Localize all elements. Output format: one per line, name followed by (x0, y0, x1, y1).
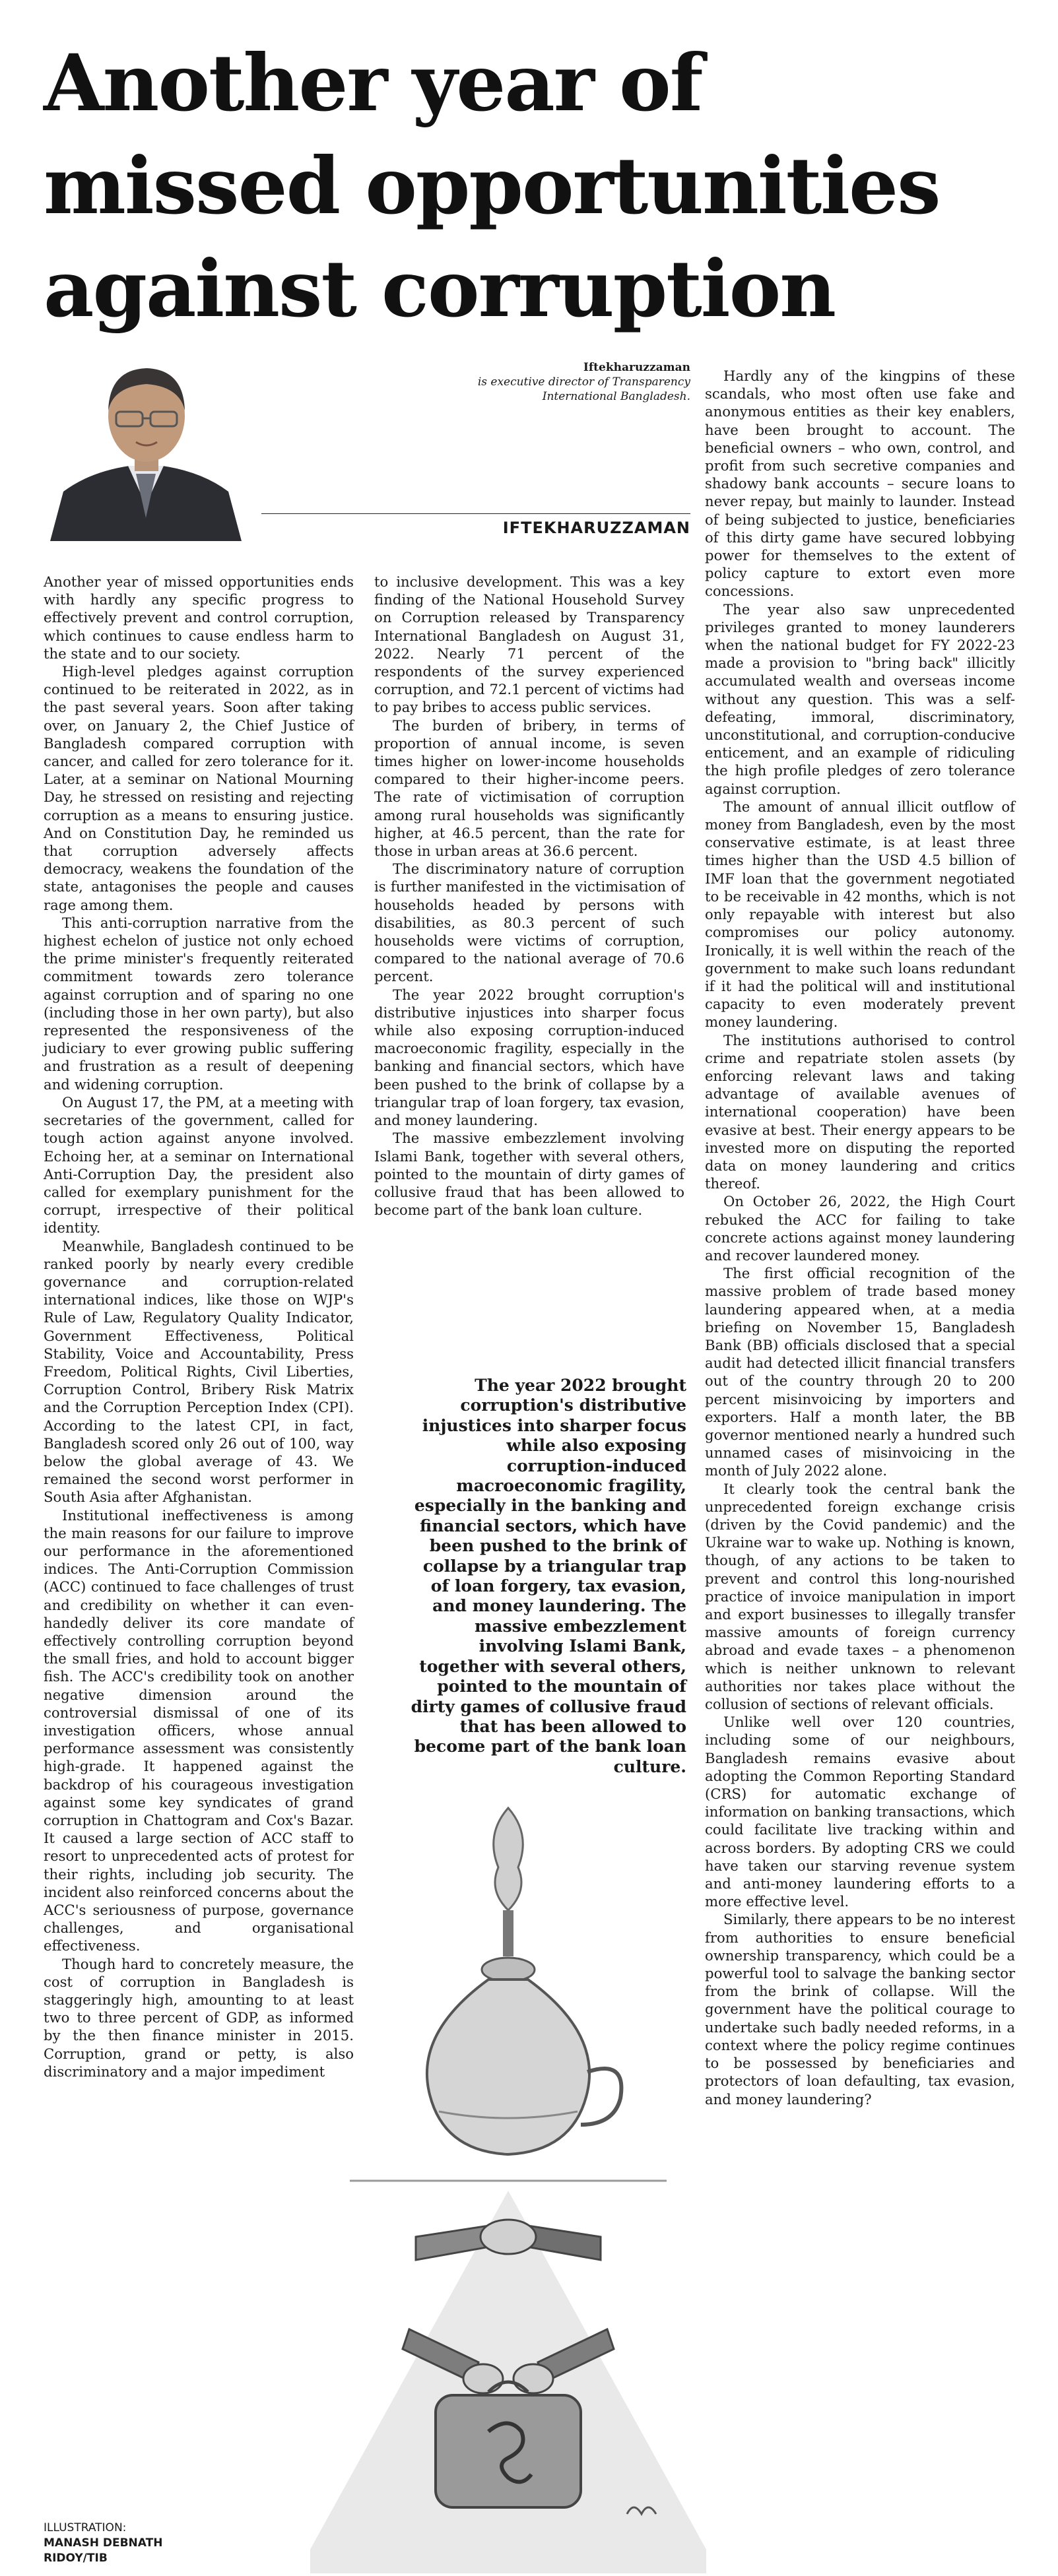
paragraph: to inclusive development. This was a key finding of the National Household Survey on Corruption released by Transparency International Bangladesh on August 31, 2022. Nearly 71 percent of the respondents of the survey experienced corruption, and 72.1 percent of victims had to pay bribes to access public services. (374, 573, 684, 716)
headline-line: missed opportunities (44, 140, 940, 232)
paragraph: Unlike well over 120 countries, including some of our neighbours, Bangladesh remains evasive about adopting the Common Reporting Standard (CRS) for automatic exchange of information on banking transactions, which could facilitate live tracking within and across borders. By adopting CRS we could have taken our starving revenue system and anti-money laundering efforts to a more effective level. (705, 1714, 1015, 1910)
byline-block (44, 350, 690, 548)
illustration-credit-line: RIDOY/TIB (44, 2552, 108, 2565)
article-column-1 (44, 573, 354, 2080)
author-role: is executive director of Transparency International Bangladesh. (477, 375, 690, 403)
paragraph: The year also saw unprecedented privileges granted to money launderers when the national budget for FY 2022-23 made a provision to "bring back" illicitly accumulated wealth and overseas income without any question. This was a self-defeating, immoral, discriminatory, unconstitutional, and corruption-conducive enticement, and an example of ridiculing the high profile pledges of zero tolerance against corruption. (705, 600, 1015, 797)
paragraph: Similarly, there appears to be no interest from authorities to ensure beneficial ownership transparency, which could be a powerful tool to salvage the banking sector from the brink of collapse. Will the government have the political courage to undertake such badly needed reforms, in a context where the policy regime continues to be possessed by beneficiaries and protectors of loan defaulting, tax evasion, and money laundering? (705, 1911, 1015, 2108)
paragraph: This anti-corruption narrative from the highest echelon of justice not only echoed the prime minister's frequently reiterated commitment towards zero tolerance against corruption and of sparing no one (including those in her own party), but also represented the responsiveness of the judiciary to ever growing public suffering and frustration as a result of deepening and widening corruption. (44, 914, 354, 1093)
headline (44, 32, 1014, 340)
pull-quote: The year 2022 brought corruption's distributive injustices into sharper focus while also exposing corruption-induced macroeconomic fragility, especially in the banking and financial sectors, which have been pushed to the brink of collapse by a triangular trap of loan forgery, tax evasion, and money laundering. The massive embezzlement involving Islami Bank, together with several others, pointed to the mountain of dirty games of collusive fraud that has been allowed to become part of the bank loan culture. (411, 1376, 686, 1776)
headline-line: against corruption (44, 243, 836, 335)
paragraph: The massive embezzlement involving Islami Bank, together with several others, pointed to the mountain of dirty games of collusive fraud that has been allowed to become part of the bank loan culture. (374, 1130, 684, 1219)
article-column-3 (705, 367, 1015, 2108)
author-portrait (44, 350, 248, 541)
illustration-credit (44, 2521, 162, 2566)
paragraph: The first official recognition of the massive problem of trade based money laundering appeared when, at a media briefing on November 15, Bangladesh Bank (BB) officials disclosed that a special audit had detected illicit financial transfers out of the country through 20 to 200 percent misinvoicing by importers and exporters. Half a month later, the BB governor mentioned nearly a hundred such unnamed cases of misinvoicing in the month of July 2022 alone. (705, 1265, 1015, 1479)
paragraph: The year 2022 brought corruption's distributive injustices into sharper focus while also exposing corruption-induced macroeconomic fragility, especially in the banking and financial sectors, which have been pushed to the brink of collapse by a triangular trap of loan forgery, tax evasion, and money laundering. (374, 986, 684, 1129)
illustration-artist: MANASH DEBNATH (44, 2536, 163, 2550)
illustration-label: ILLUSTRATION: (44, 2521, 127, 2534)
paragraph: Though hard to concretely measure, the cost of corruption in Bangladesh is staggeringly high, amounting to at least two to three percent of GDP, as informed by the then finance minister in 2015. Corruption, grand or petty, is also discriminatory and a major impediment (44, 1955, 354, 2080)
author-portrait-drawing (44, 350, 248, 541)
byline-name: IFTEKHARUZZAMAN (502, 519, 690, 537)
paragraph: On October 26, 2022, the High Court rebuked the ACC for failing to take concrete actions against money laundering and recover laundered money. (705, 1193, 1015, 1264)
headline-line: Another year of (44, 37, 702, 129)
illustration (310, 1782, 706, 2573)
paragraph: The institutions authorised to control crime and repatriate stolen assets (by enforcing relevant laws and taking advantage of available avenues of international cooperation) have been evasive at best. Their energy appears to be invested more on disputing the reported data on money laundering and critics thereof. (705, 1031, 1015, 1192)
paragraph: Hardly any of the kingpins of these scandals, who most often use fake and anonymous entities as their key enablers, have been brought to account. The beneficial owners – who own, control, and profit from such secretive companies and shadowy bank accounts – secure loans to never repay, but mainly to launder. Instead of being subjected to justice, beneficiaries of this dirty game have secured lobbying power for themselves to the extent of policy capture to extort even more concessions. (705, 368, 1015, 600)
illustration-drawing (310, 1782, 706, 2573)
author-name: Iftekharuzzaman (583, 361, 690, 374)
paragraph: Institutional ineffectiveness is among the main reasons for our failure to improve our performance in the aforementioned indices. The Anti-Corruption Commission (ACC) continued to face challenges of trust and credibility on whether it can even-handedly deliver its core mandate of effectively controlling corruption beyond the small fries, and hold to account bigger fish. The ACC's credibility took on another negative dimension around the controversial dismissal of one of its investigation officers, whose annual performance assessment was consistently high-grade. It happened against the backdrop of his courageous investigation against some key syndicates of grand corruption in Chattogram and Cox's Bazar. It caused a large section of ACC staff to resort to unprecedented acts of protest for their rights, including job security. The incident also reinforced concerns about the ACC's seriousness of purpose, governance challenges, and organisational effectiveness. (44, 1506, 354, 1954)
article-column-2 (374, 573, 684, 1219)
paragraph: The discriminatory nature of corruption is further manifested in the victimisation of households headed by persons with disabilities, as 80.3 percent of such households were victims of corruption, compared to the national average of 70.6 percent. (374, 860, 684, 985)
paragraph: It clearly took the central bank the unprecedented foreign exchange crisis (driven by the Covid pandemic) and the Ukraine war to wake up. Nothing is known, though, of any actions to be taken to prevent and control this long-nourished practice of invoice manipulation in import and export businesses to illegally transfer massive amounts of foreign currency abroad and evade taxes – a phenomenon which is neither unknown to relevant authorities nor takes place without the collusion of sections of relevant officials. (705, 1480, 1015, 1713)
byline-rule (261, 513, 690, 514)
paragraph: Meanwhile, Bangladesh continued to be ranked poorly by nearly every credible governance and corruption-related international indices, like those on WJP's Rule of Law, Regulatory Quality Indicator, Government Effectiveness, Political Stability, Voice and Accountability, Press Freedom, Political Rights, Civil Liberties, Corruption Control, Bribery Risk Matrix and the Corruption Perception Index (CPI). According to the latest CPI, in fact, Bangladesh scored only 26 out of 100, way below the global average of 43. We remained the second worst performer in South Asia after Afghanistan. (44, 1237, 354, 1506)
paragraph: The burden of bribery, in terms of proportion of annual income, is seven times higher on lower-income households compared to their higher-income peers. The rate of victimisation of corruption among rural households was significantly higher, at 46.5 percent, than the rate for those in urban areas at 36.6 percent. (374, 717, 684, 860)
paragraph: The amount of annual illicit outflow of money from Bangladesh, even by the most conservative estimate, is at least three times higher than the USD 4.5 billion of IMF loan that the government negotiated to be receivable in 42 months, which is not only repayable with interest but also compromises our policy autonomy. Ironically, it is well within the reach of the government to make such loans redundant if it had the political will and institutional capacity to even moderately prevent money laundering. (705, 798, 1015, 1031)
author-note (466, 360, 690, 404)
paragraph: Another year of missed opportunities ends with hardly any specific progress to effectively prevent and control corruption, which continues to cause endless harm to the state and to our society. (44, 573, 354, 662)
paragraph: On August 17, the PM, at a meeting with secretaries of the government, called for tough action against anyone involved. Echoing her, at a seminar on International Anti-Corruption Day, the president also called for exemplary punishment for the corrupt, irrespective of their political identity. (44, 1093, 354, 1237)
paragraph: High-level pledges against corruption continued to be reiterated in 2022, as in the past several years. Soon after taking over, on January 2, the Chief Justice of Bangladesh compared corruption with cancer, and called for zero tolerance for it. Later, at a seminar on National Mourning Day, he stressed on resisting and rejecting corruption as a means to ensuring justice. And on Constitution Day, he reminded us that corruption adversely affects democracy, weakens the foundation of the state, antagonises the people and causes rage among them. (44, 663, 354, 913)
